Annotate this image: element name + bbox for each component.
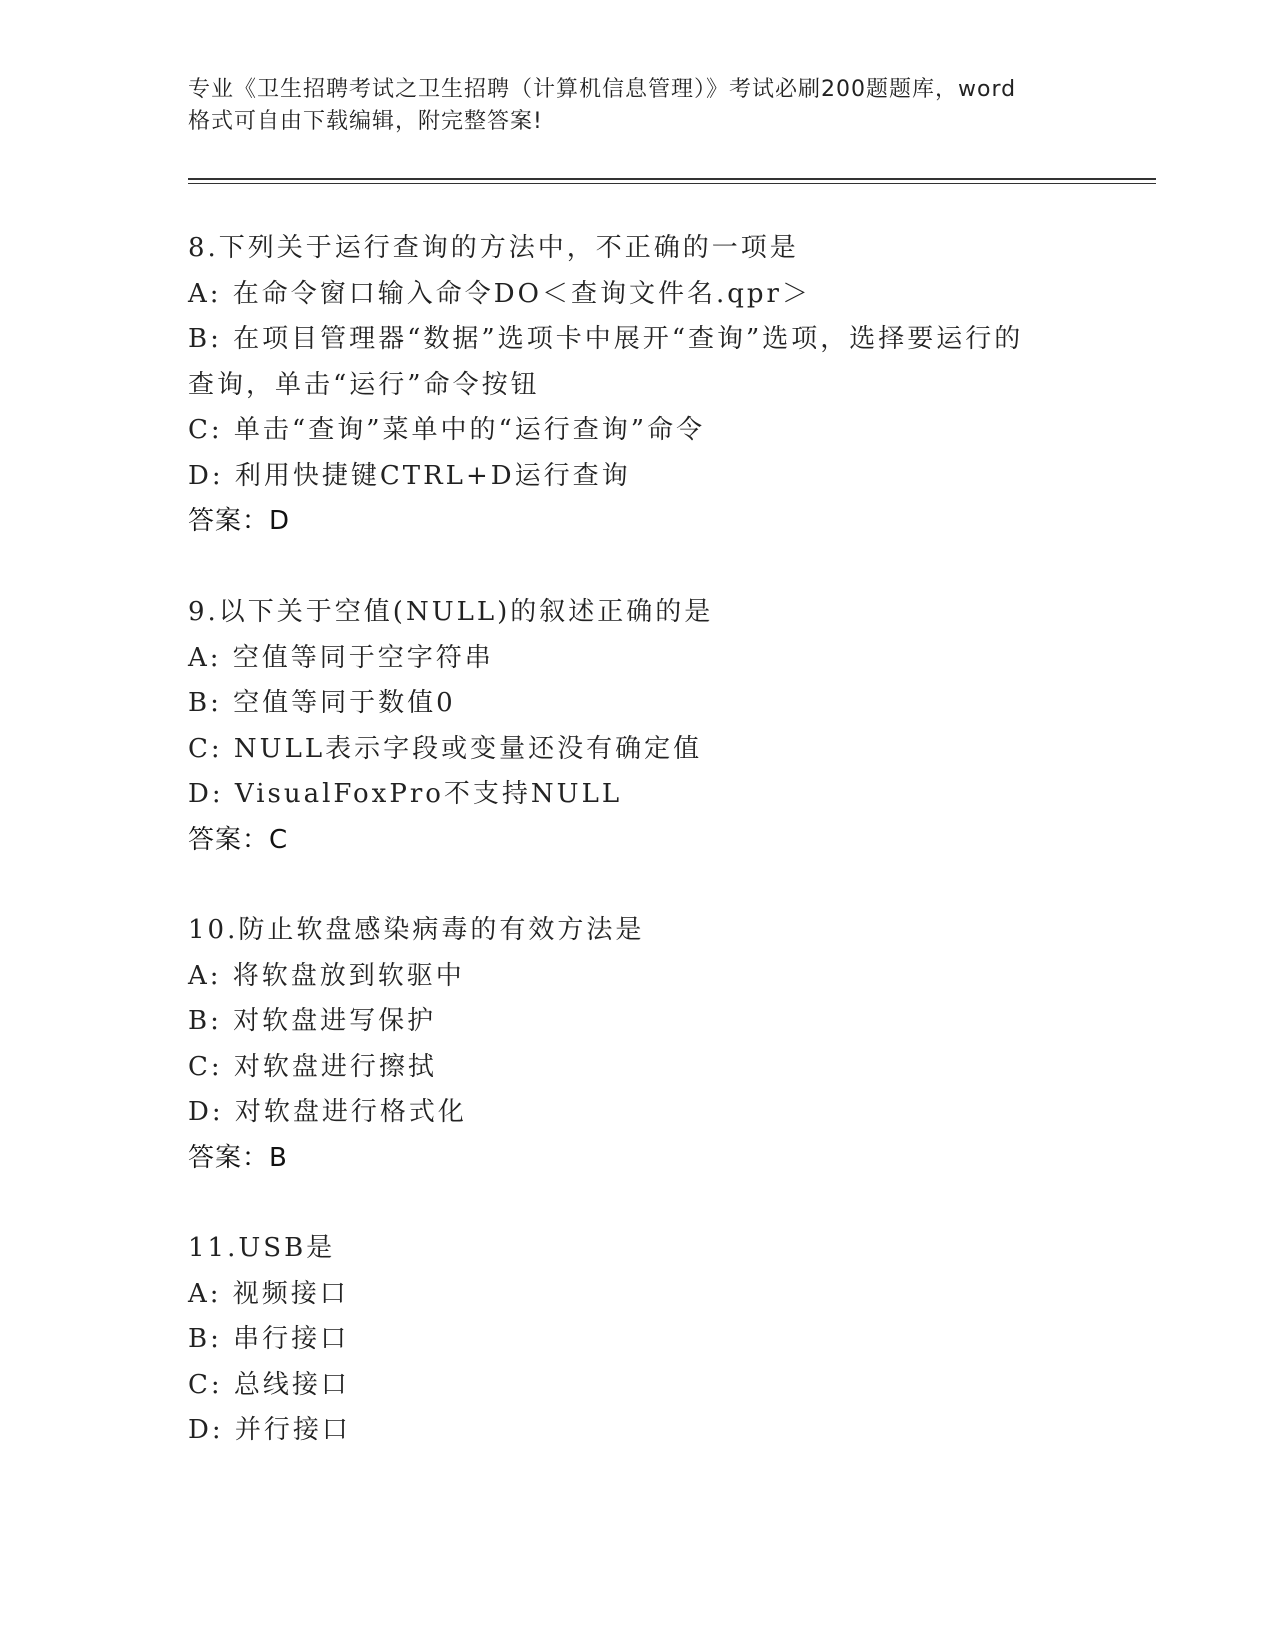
question-9 [188,590,1088,863]
header-divider-thin [188,183,1156,184]
option-c: C: 对软盘进行擦拭 [188,1051,437,1082]
option-b: B: 对软盘进写保护 [188,1006,437,1036]
question-11 [188,1226,1088,1454]
option-d: D: 并行接口 [188,1415,351,1445]
option-a: A: 空值等同于空字符串 [188,642,494,673]
question-stem: 9.以下关于空值(NULL)的叙述正确的是 [188,597,714,627]
option-a: A: 在命令窗口输入命令DO＜查询文件名.qpr＞ [188,278,811,309]
question-stem: 11.USB是 [188,1233,336,1263]
document-header [188,74,1088,138]
question-8 [188,226,1088,545]
header-divider-thick [188,178,1156,180]
option-c: C: 总线接口 [188,1369,350,1400]
option-b: B: 串行接口 [188,1324,350,1354]
option-d: D: VisualFoxPro不支持NULL [188,779,623,809]
option-c: C: NULL表示字段或变量还没有确定值 [188,733,703,764]
option-b: B: 在项目管理器“数据”选项卡中展开“查询”选项，选择要运行的 [188,324,1024,354]
option-c: C: 单击“查询”菜单中的“运行查询”命令 [188,415,706,445]
answer-label: 答案：C [188,824,289,855]
answer-label: 答案：B [188,1142,288,1173]
question-stem: 8.下列关于运行查询的方法中，不正确的一项是 [188,233,799,263]
option-b: B: 空值等同于数值0 [188,688,456,718]
option-a: A: 将软盘放到软驱中 [188,960,465,991]
question-stem: 10.防止软盘感染病毒的有效方法是 [188,915,645,945]
header-line-2: 格式可自由下载编辑，附完整答案! [188,109,543,134]
option-a: A: 视频接口 [188,1278,349,1309]
option-b-continued: 查询，单击“运行”命令按钮 [188,369,540,400]
option-d: D: 对软盘进行格式化 [188,1097,467,1127]
header-line-1: 专业《卫生招聘考试之卫生招聘（计算机信息管理）》考试必刷200题题库，word [188,77,1017,102]
option-d: D: 利用快捷键CTRL+D运行查询 [188,460,631,491]
question-10 [188,908,1088,1181]
answer-label: 答案：D [188,506,291,536]
